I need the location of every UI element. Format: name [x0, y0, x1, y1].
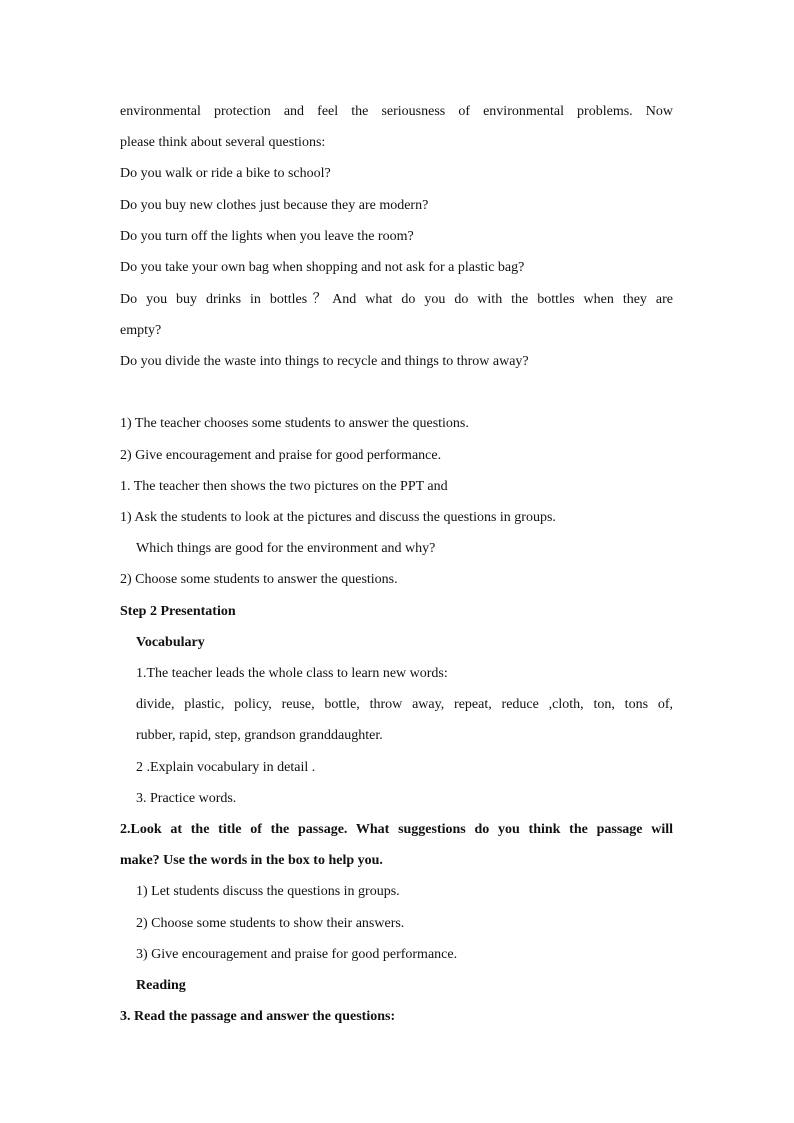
task-heading: 2.Look at the title of the passage. What suggestions do you think the passage will [120, 822, 673, 837]
question-line: Do you turn off the lights when you leave the room? [120, 229, 414, 244]
question-line: Do you buy drinks in bottles？And what do you do with the bottles when they are [120, 292, 673, 307]
list-item: 2) Choose some students to show their answers. [136, 916, 405, 931]
task-heading: 3. Read the passage and answer the questions: [120, 1009, 396, 1024]
task-heading: make? Use the words in the box to help you. [120, 853, 383, 868]
list-item: 1. The teacher then shows the two pictures on the PPT and [120, 479, 448, 494]
list-item: 1.The teacher leads the whole class to learn new words: [136, 666, 448, 681]
list-item: 1) Ask the students to look at the pictures and discuss the questions in groups. [120, 510, 556, 525]
list-item: 3. Practice words. [136, 791, 237, 806]
question-line: Do you walk or ride a bike to school? [120, 166, 331, 181]
question-line: empty? [120, 323, 162, 338]
section-heading: Step 2 Presentation [120, 604, 236, 619]
paragraph-line: environmental protection and feel the seriousness of environmental problems. Now [120, 104, 673, 119]
question-line: Do you take your own bag when shopping and not ask for a plastic bag? [120, 260, 525, 275]
list-item: Which things are good for the environment and why? [136, 541, 436, 556]
list-item: 2) Choose some students to answer the questions. [120, 572, 398, 587]
list-item: 3) Give encouragement and praise for good performance. [136, 947, 458, 962]
question-line: Do you buy new clothes just because they are modern? [120, 198, 429, 213]
list-item: 1) The teacher chooses some students to answer the questions. [120, 416, 469, 431]
subsection-heading: Vocabulary [136, 635, 205, 650]
subsection-heading: Reading [136, 978, 186, 993]
list-item: 1) Let students discuss the questions in groups. [136, 884, 400, 899]
list-item: 2 .Explain vocabulary in detail . [136, 760, 316, 775]
paragraph-line: please think about several questions: [120, 135, 326, 150]
vocabulary-line: rubber, rapid, step, grandson granddaughter. [136, 728, 383, 743]
question-line: Do you divide the waste into things to recycle and things to throw away? [120, 354, 529, 369]
list-item: 2) Give encouragement and praise for good performance. [120, 448, 442, 463]
vocabulary-line: divide, plastic, policy, reuse, bottle, throw away, repeat, reduce ,cloth, ton, tons of, [136, 697, 673, 712]
